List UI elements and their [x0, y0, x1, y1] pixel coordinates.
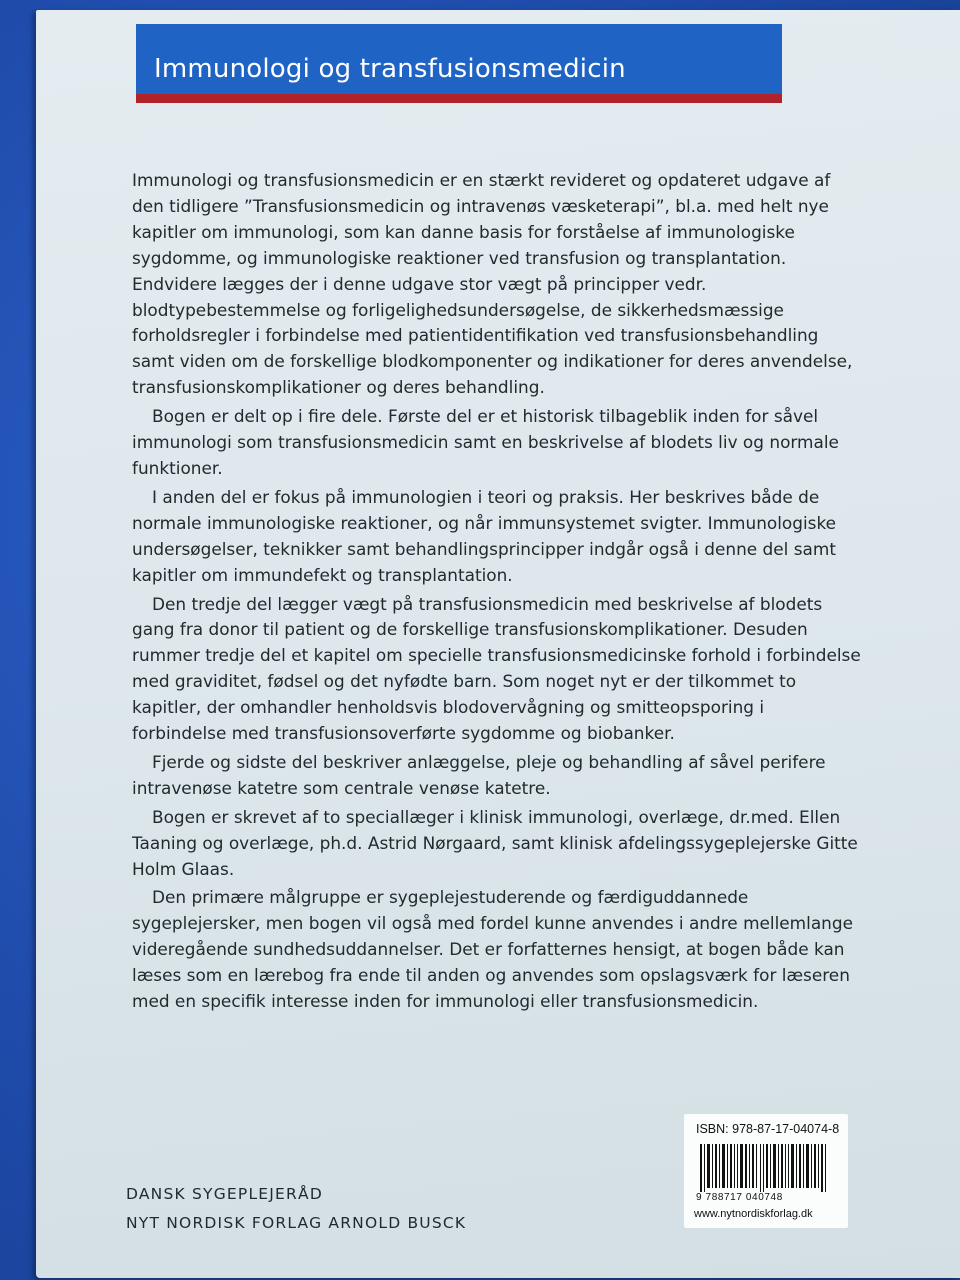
book-title: Immunologi og transfusionsmedicin [154, 54, 626, 84]
title-banner [136, 24, 782, 94]
blurb-text [132, 168, 862, 1018]
paragraph-part-two: I anden del er fokus på immunologien i teori og praksis. Her beskrives både de normale immunologiske reaktioner, og når immunsystemet svigter. Immunologiske undersøgelser, teknikker samt behandlingsprincipper indgår også i denne del samt kapitler om immundefekt og transplantation. [132, 486, 837, 585]
paragraph-authors: Bogen er skrevet af to speciallæger i klinisk immunologi, overlæge, dr.med. Ellen Taaning og overlæge, ph.d. Astrid Nørgaard, samt klinisk afdelingssygeplejerske Gitte Holm Glaas. [132, 806, 858, 879]
paragraph-audience: Den primære målgruppe er sygeplejestuderende og færdiguddannede sygeplejersker, men bogen vil også med fordel kunne anvendes i andre mellemlange videregående sundhedsuddannelser. Det er forfatternes hensigt, at bogen både kan læses som en lærebog fra ende til anden og anvendes som opslagsværk for læseren med en specifik interesse inden for immunologi eller transfusionsmedicin. [132, 887, 854, 1012]
paragraph-part-four: Fjerde og sidste del beskriver anlæggelse, pleje og behandling af såvel perifere intravenøse katetre som centrale venøse katetre. [132, 751, 826, 798]
isbn-text: ISBN: 978-87-17-04074-8 [696, 1122, 840, 1136]
paragraph-structure: Bogen er delt op i fire dele. Første del er et historisk tilbageblik inden for såvel immunologi som transfusionsmedicin samt en beskrivelse af blodets liv og normale funktioner. [132, 406, 839, 478]
publisher-dansk-sygeplejeraad: DANSK SYGEPLEJERÅD [126, 1185, 323, 1203]
barcode-label [684, 1114, 848, 1228]
paragraph-intro: Immunologi og transfusionsmedicin er en stærkt revideret og opdateret udgave af den tidligere ”Transfusionsmedicin og intravenøs væsketerapi”, bl.a. med helt nye kapitler om immunologi, som kan danne basis for forståelse af immunologiske sygdomme, og immunologiske reaktioner ved transfusion og transplantation. Endvidere lægges der i denne udgave stor vægt på principper vedr. blodtypebestemmelse og forligelighedsundersøgelse, de sikkerhedsmæssige forholdsregler i forbindelse med patientidentifikation ved transfusionsbehandling samt viden om de forskellige blodkomponenter og indikationer for deres anvendelse, transfusionskomplikationer og deres behandling. [132, 170, 853, 398]
barcode-icon [694, 1144, 838, 1192]
title-red-stripe [136, 94, 782, 103]
paragraph-part-three: Den tredje del lægger vægt på transfusionsmedicin med beskrivelse af blodets gang fra donor til patient og de forskellige transfusionskomplikationer. Desuden rummer tredje del et kapitel om specielle transfusionsmedicinske forhold i forbindelse med graviditet, fødsel og det nyfødte barn. Som noget nyt er der tilkommet to kapitler, der omhandler henholdsvis blodovervågning og smitteopsporing i forbindelse med transfusionsoverførte sygdomme og biobanker. [132, 593, 861, 744]
book-back-cover [36, 10, 960, 1278]
publisher-website: www.nytnordiskforlag.dk [694, 1208, 813, 1220]
publisher-nyt-nordisk-forlag: NYT NORDISK FORLAG ARNOLD BUSCK [126, 1214, 467, 1232]
barcode-digits: 9 788717 040748 [696, 1192, 783, 1203]
